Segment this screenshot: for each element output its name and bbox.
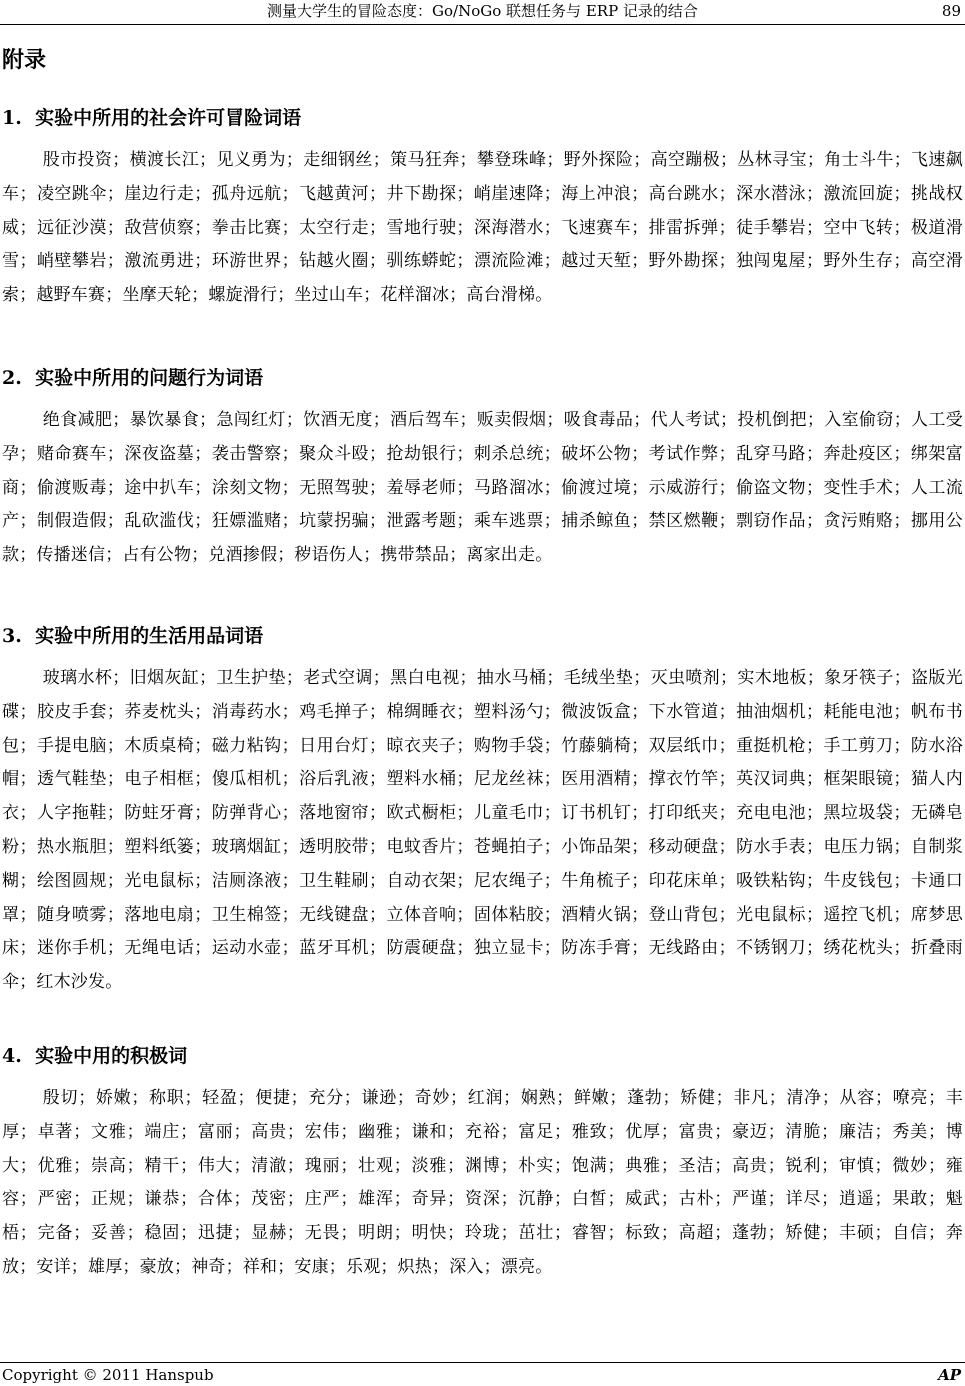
section-body: 股市投资；横渡长江；见义勇为；走细钢丝；策马狂奔；攀登珠峰；野外探险；高空蹦极；丛林寻宝；角士斗牛；飞速飙车；凌空跳伞；崖边行走；孤舟远航；飞越黄河；井下勘探；峭崖速降；海上冲浪；高台跳水；深水潜泳；激流回旋；挑战权威；远征沙漠；敌营侦察；拳击比赛；太空行走；雪地行驶；深海潜水；飞速赛车；排雷拆弹；徒手攀岩；空中飞转；极道滑雪；峭壁攀岩；激流勇进；环游世界；钻越火圈；驯练蟒蛇；漂流险滩；越过天堑；野外勘探；独闯鬼屋；野外生存；高空滑索；越野车赛；坐摩天轮；螺旋滑行；坐过山车；花样溜冰；高台滑梯。: [2, 150, 963, 306]
section-body: 玻璃水杯；旧烟灰缸；卫生护垫；老式空调；黑白电视；抽水马桶；毛绒坐垫；灭虫喷剂；实木地板；象牙筷子；盗版光碟；胶皮手套；荞麦枕头；消毒药水；鸡毛掸子；棉绸睡衣；塑料汤勺；微波饭盒；下水管道；抽油烟机；耗能电池；帆布书包；手提电脑；木质桌椅；磁力粘钩；日用台灯；晾衣夹子；购物手袋；竹藤躺椅；双层纸巾；重挺机枪；手工剪刀；防水浴帽；透气鞋垫；电子相框；傻瓜相机；浴后乳液；塑料水桶；尼龙丝袜；医用酒精；撑衣竹竿；英汉词典；框架眼镜；猫人内衣；人字拖鞋；防蛀牙膏；防弹背心；落地窗帘；欧式橱柜；儿童毛巾；订书机钉；打印纸夹；充电电池；黑垃圾袋；无磷皂粉；热水瓶胆；塑料纸篓；玻璃烟缸；透明胶带；电蚊香片；苍蝇拍子；小饰品架；移动硬盘；防水手表；电压力锅；自制浆糊；绘图圆规；光电鼠标；洁厕涤液；卫生鞋刷；自动衣架；尼农绳子；牛角梳子；印花床单；吸铁粘钩；牛皮钱包；卡通口罩；随身喷雾；落地电扇；卫生棉签；无线键盘；立体音响；固体粘胶；酒精火锅；登山背包；光电鼠标；遥控飞机；席梦思床；迷你手机；无绳电话；运动水壶；蓝牙耳机；防震硬盘；独立显卡；防冻手膏；无线路由；不锈钢刀；绣花枕头；折叠雨伞；红木沙发。: [2, 668, 963, 993]
copyright-notice: Copyright © 2011 Hanspub: [2, 1366, 214, 1384]
running-header: [0, 0, 965, 25]
section-1: [0, 104, 965, 313]
section-title: 实验中用的积极词: [35, 1045, 188, 1067]
journal-abbreviation: AP: [938, 1366, 961, 1384]
section-3: [0, 622, 965, 1000]
section-number: 3.: [2, 625, 22, 647]
section-number: 4.: [2, 1045, 22, 1067]
section-heading: [0, 1042, 965, 1070]
section-title: 实验中所用的问题行为词语: [35, 367, 264, 389]
section-body: 殷切；娇嫩；称职；轻盈；便捷；充分；谦逊；奇妙；红润；娴熟；鲜嫩；蓬勃；矫健；非凡；清净；从容；嘹亮；丰厚；卓著；文雅；端庄；富丽；高贵；宏伟；幽雅；谦和；充裕；富足；雅致；优厚；富贵；豪迈；清脆；廉洁；秀美；博大；优雅；崇高；精干；伟大；清澈；瑰丽；壮观；淡雅；渊博；朴实；饱满；典雅；圣洁；高贵；锐利；审慎；微妙；雍容；严密；正规；谦恭；合体；茂密；庄严；雄浑；奇异；资深；沉静；白皙；威武；古朴；严谨；详尽；逍遥；果敢；魁梧；完备；妥善；稳固；迅捷；显赫；无畏；明朗；明快；玲珑；茁壮；睿智；标致；高超；蓬勃；矫健；丰硕；自信；奔放；安详；雄厚；豪放；神奇；祥和；安康；乐观；炽热；深入；漂亮。: [2, 1088, 963, 1277]
appendix-title: 附录: [2, 48, 47, 73]
section-heading: [0, 364, 965, 392]
page-footer: [0, 1362, 965, 1385]
section-number: 1.: [2, 107, 22, 129]
section-number: 2.: [2, 367, 22, 389]
section-heading: [0, 104, 965, 132]
section-body: 绝食减肥；暴饮暴食；急闯红灯；饮酒无度；酒后驾车；贩卖假烟；吸食毒品；代人考试；投机倒把；入室偷窃；人工受孕；赌命赛车；深夜盗墓；袭击警察；聚众斗殴；抢劫银行；刺杀总统；破坏公物；考试作弊；乱穿马路；奔赴疫区；绑架富商；偷渡贩毒；途中扒车；涂刻文物；无照驾驶；羞辱老师；马路溜冰；偷渡过境；示威游行；偷盗文物；变性手术；人工流产；制假造假；乱砍滥伐；狂嫖滥赌；坑蒙拐骗；泄露考题；乘车逃票；捕杀鲸鱼；禁区燃鞭；剽窃作品；贪污贿赂；挪用公款；传播迷信；占有公物；兑酒掺假；秽语伤人；携带禁品；离家出走。: [2, 410, 963, 566]
section-title: 实验中所用的社会许可冒险词语: [35, 107, 302, 129]
page-number: 89: [941, 2, 961, 20]
section-heading: [0, 622, 965, 650]
section-2: [0, 364, 965, 573]
header-title: 测量大学生的冒险态度：Go/NoGo 联想任务与 ERP 记录的结合: [267, 2, 698, 20]
section-4: [0, 1042, 965, 1285]
section-title: 实验中所用的生活用品词语: [35, 625, 264, 647]
